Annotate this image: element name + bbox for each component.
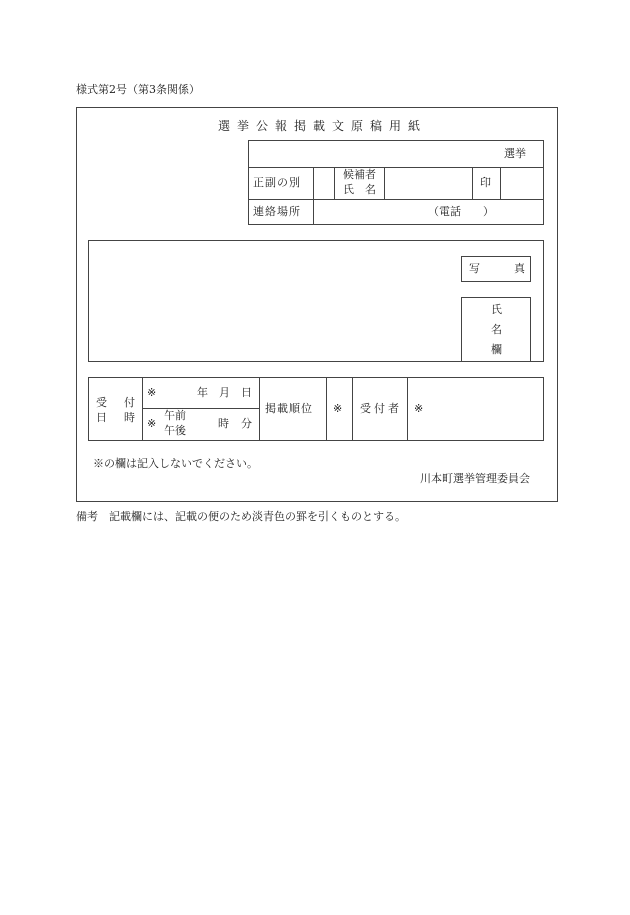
- reception-table-border: [88, 377, 544, 441]
- candidate-label-line2: 氏 名: [343, 183, 376, 196]
- reception-col-line-2: [259, 377, 260, 441]
- reception-col-line-1: [142, 377, 143, 441]
- header-col-line-1: [313, 167, 314, 225]
- date-mark: ※: [147, 386, 157, 399]
- day-label: 日: [241, 386, 252, 399]
- seal-label: 印: [480, 176, 491, 189]
- main-sub-label: 正副の別: [253, 176, 301, 189]
- reception-date-divider: [142, 408, 259, 409]
- name-column-2: 名: [491, 323, 502, 336]
- year-label: 年: [197, 386, 208, 399]
- name-column-3: 欄: [491, 343, 502, 356]
- name-column-1: 氏: [491, 303, 502, 316]
- time-mark: ※: [147, 417, 157, 430]
- form-label: 様式第2号（第3条関係）: [76, 83, 200, 96]
- order-label: 掲載順位: [265, 402, 313, 415]
- order-mark: ※: [333, 402, 343, 415]
- header-row-line-2: [248, 199, 544, 200]
- received-char-2: 付: [124, 396, 135, 409]
- am-label: 午前: [164, 409, 186, 422]
- minute-label: 分: [241, 417, 252, 430]
- reception-col-line-4: [352, 377, 353, 441]
- phone-label: （電話 ）: [428, 205, 494, 218]
- header-col-line-4: [472, 167, 473, 199]
- header-col-line-3: [384, 167, 385, 199]
- remarks: 備考 記載欄には、記載の便のため淡青色の罫を引くものとする。: [76, 510, 406, 523]
- form-title: 選挙公報掲載文原稿用紙: [218, 119, 428, 133]
- photo-label-1: 写: [469, 262, 480, 275]
- photo-label-2: 真: [514, 262, 525, 275]
- reception-col-line-3: [326, 377, 327, 441]
- datetime-char-2: 時: [124, 411, 135, 424]
- issuer-name: 川本町選挙管理委員会: [420, 472, 530, 485]
- received-char-1: 受: [96, 396, 107, 409]
- receiver-label: 受付者: [360, 402, 402, 415]
- header-col-line-2: [334, 167, 335, 199]
- reception-col-line-5: [407, 377, 408, 441]
- hour-label: 時: [218, 417, 229, 430]
- month-label: 月: [219, 386, 230, 399]
- header-col-line-5: [500, 167, 501, 199]
- pm-label: 午後: [164, 424, 186, 437]
- election-suffix: 選挙: [504, 147, 526, 160]
- receiver-mark: ※: [414, 402, 424, 415]
- contact-label: 連絡場所: [253, 205, 301, 218]
- datetime-char-1: 日: [96, 411, 107, 424]
- form-note: ※の欄は記入しないでください。: [93, 457, 258, 470]
- candidate-label-line1: 候補者: [343, 168, 376, 181]
